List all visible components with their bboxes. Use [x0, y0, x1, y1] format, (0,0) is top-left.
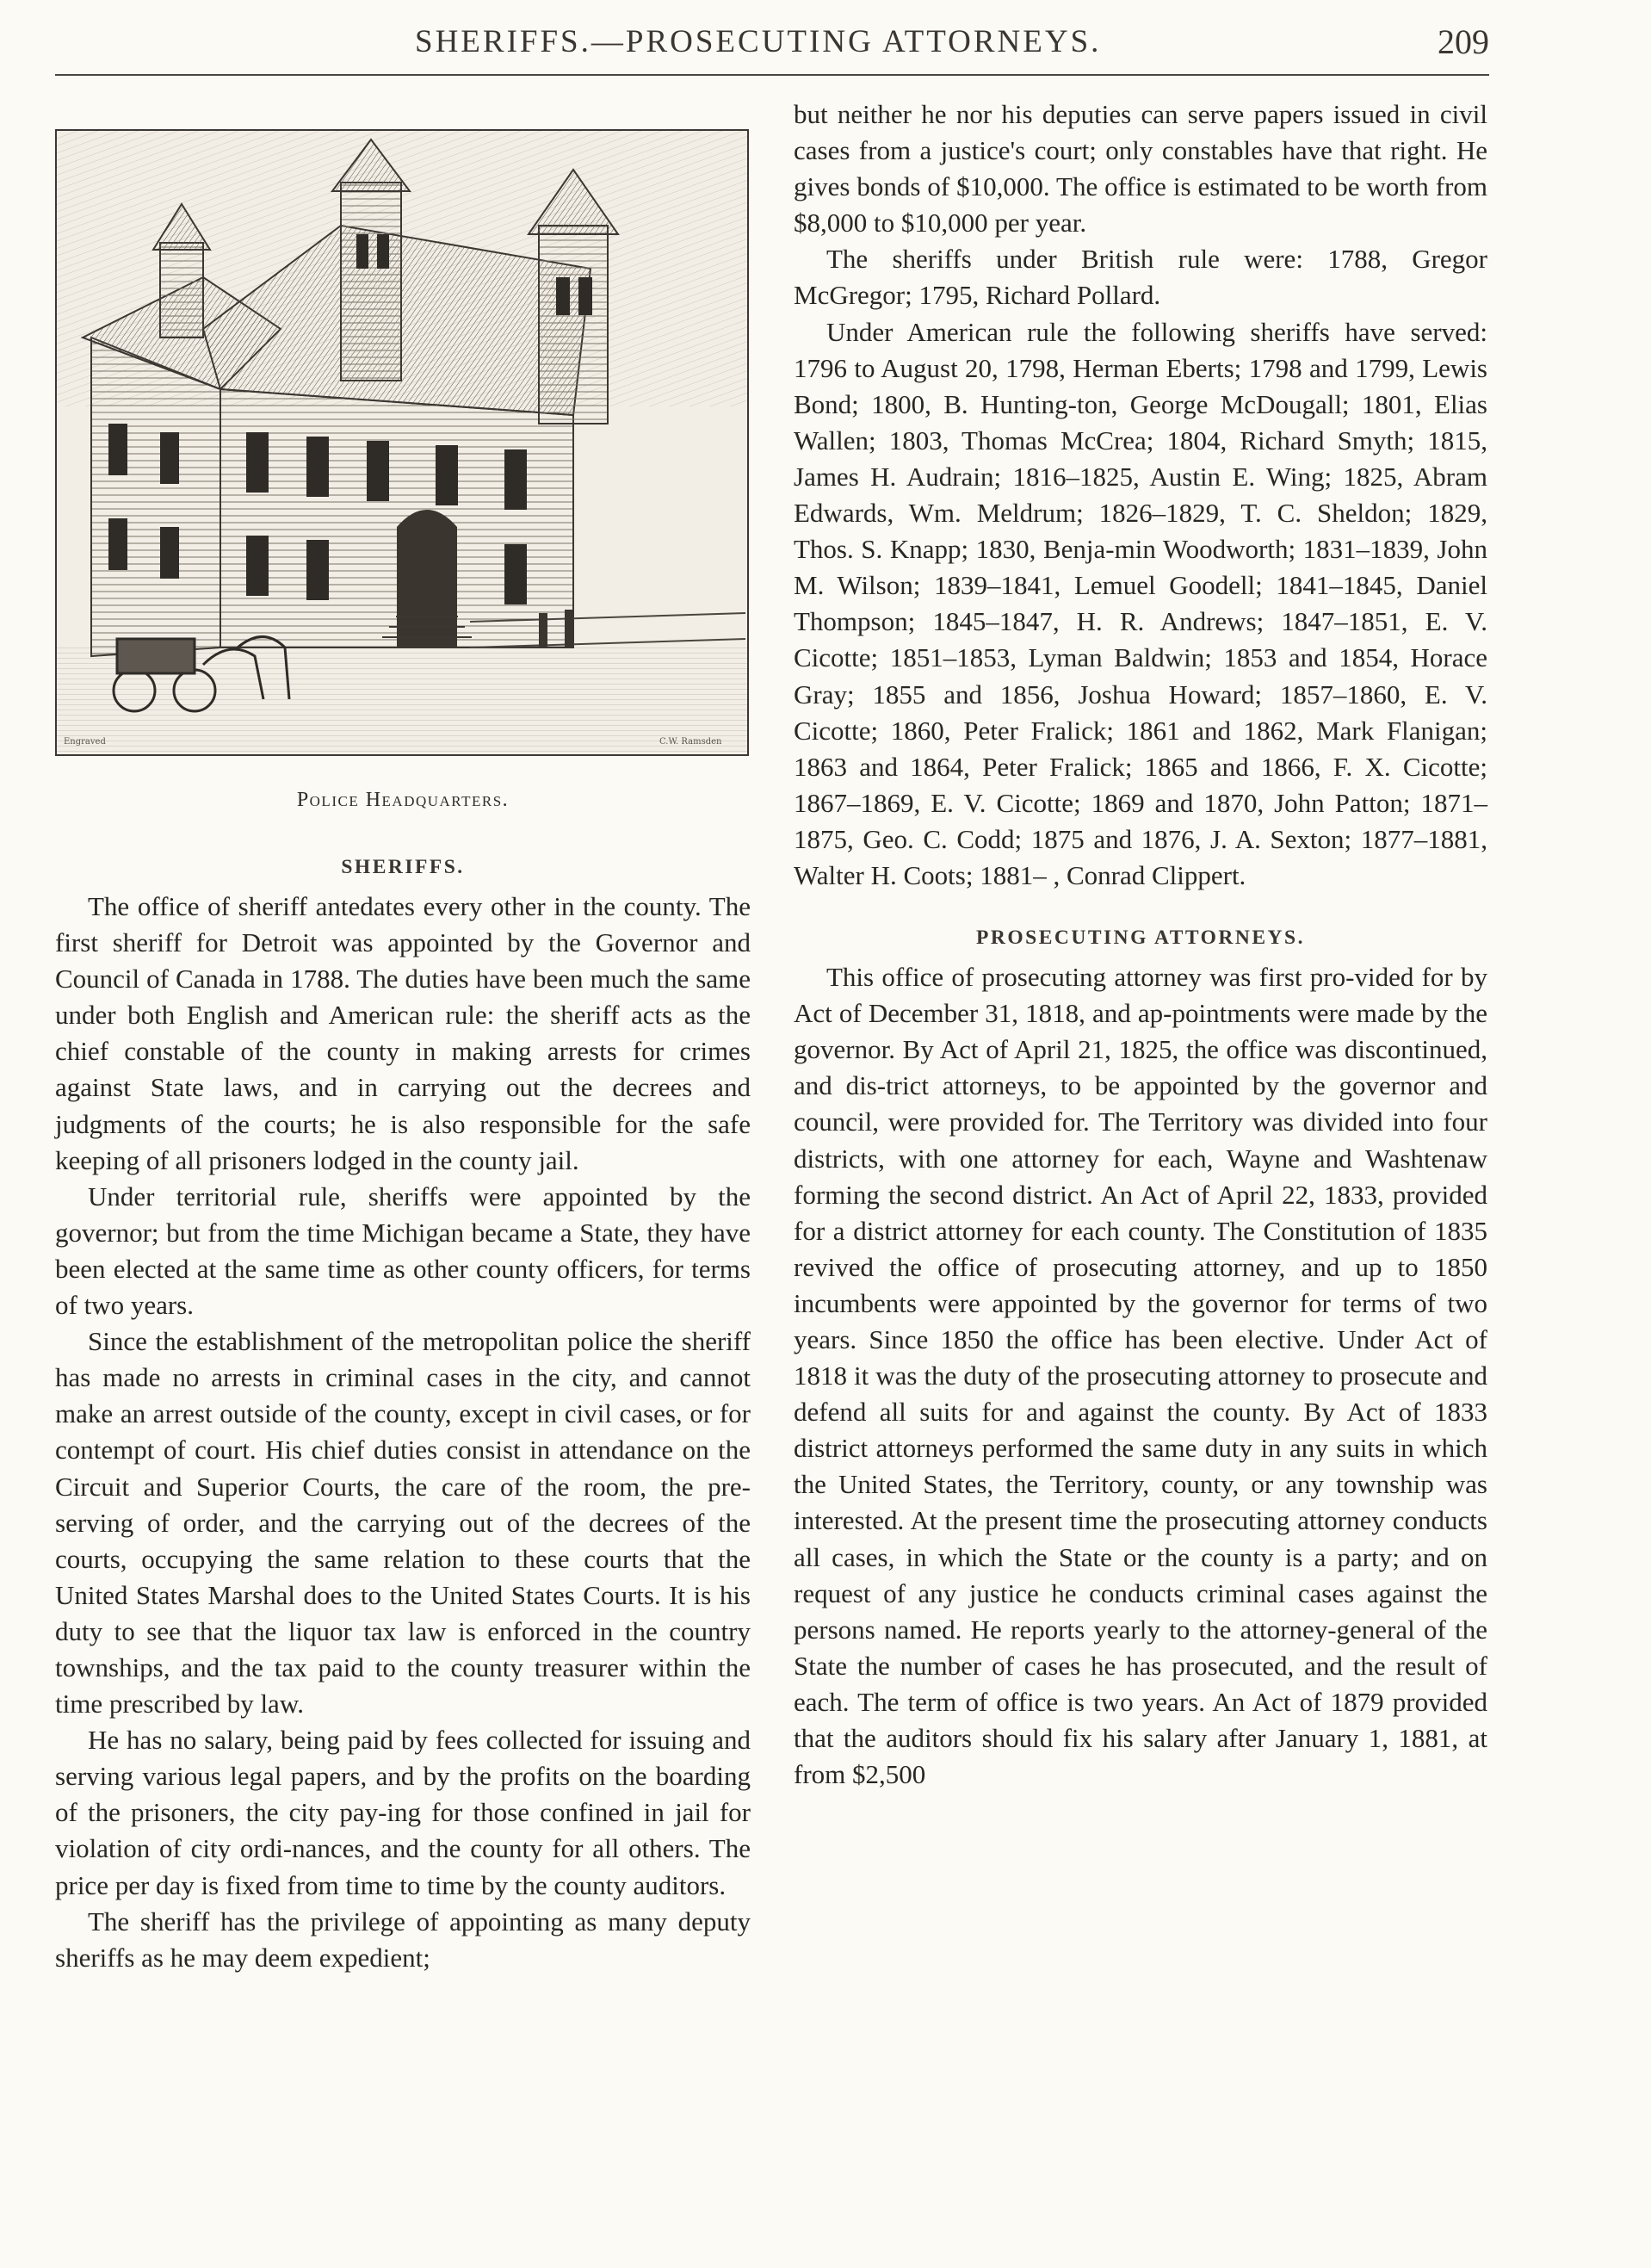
sheriffs-paragraph-1: The office of sheriff antedates every other in the county. The first sheriff for Detroit was appointed by the Governor and Council of Canada in 1788. The duties have been much the same under both English and American rule: the sheriff acts as the chief constable of the county in making arrests for crimes against State laws, and in carrying out the decrees and judgments of the courts; he is also responsible for the safe keeping of all prisoners lodged in the county jail.	[55, 891, 751, 1175]
page-number: 209	[1438, 22, 1489, 61]
sheriffs-heading: SHERIFFS.	[341, 856, 465, 878]
sheriffs-continued: but neither he nor his deputies can serve papers issued in civil cases from a justice's court; only constables have that right. He gives bonds of $10,000. The office is estimated to be worth from $8,000 to $10,000 per year.	[794, 99, 1487, 239]
left-column	[55, 96, 751, 1976]
running-title: SHERIFFS.—PROSECUTING ATTORNEYS.	[415, 24, 1102, 59]
prosecuting-attorneys-heading: PROSECUTING ATTORNEYS.	[976, 926, 1305, 950]
engraver-left-mark: Engraved	[64, 737, 106, 747]
sheriffs-paragraph-5: The sheriff has the privilege of appointing as many deputy sheriffs as he may deem expedient;	[55, 1905, 751, 1973]
sheriffs-paragraph-4: He has no salary, being paid by fees collected for issuing and serving various legal papers, and by the profits on the boarding of the prisoners, the city pay-ing for those confined in jail for violation of city ordi-nances, and the county for all others. The price per day is fixed from time to time by the county auditors.	[55, 1725, 751, 1900]
sheriffs-paragraph-2: Under territorial rule, sheriffs were appointed by the governor; but from the time Michigan became a State, they have been elected at the same time as other county officers, for terms of two years.	[55, 1180, 751, 1321]
engraver-right-mark: C.W. Ramsden	[659, 737, 722, 747]
prosecuting-attorneys-paragraph: This office of prosecuting attorney was first pro-vided for by Act of December 31, 1818, and ap-pointments were made by the governor. By Act of April 21, 1825, the office was discontinued, and dis-trict attorneys, to be appointed by the governor and council, were provided for. The Territory was divided into four districts, with one attorney for each, Wayne and Washtenaw forming the second district. An Act of April 22, 1833, provided for a district attorney for each county. The Constitution of 1835 revived the office of prosecuting attorney, and up to 1850 incumbents were appointed by the governor for terms of two years. Since 1850 the office has been elective. Under Act of 1818 it was the duty of the prosecuting attorney to prosecute and defend all suits for and against the county. By Act of 1833 district attorneys performed the same duty in any suits in which the United States, the Territory, county, or any township was interested. At the present time the prosecuting attorney conducts all cases, in which the State or the county is a party; and on request of any justice he conducts criminal cases against the persons named. He reports yearly to the attorney-general of the State the number of cases he has prosecuted, and the result of each. The term of office is two years. An Act of 1879 provided that the auditors should fix his salary after January 1, 1881, at from $2,500	[794, 962, 1487, 1790]
american-rule-sheriffs: Under American rule the following sheriffs have served: 1796 to August 20, 1798, Herman Eberts; 1798 and 1799, Lewis Bond; 1800, B. Hunting-ton, George McDougall; 1801, Elias Wallen; 1803, Thomas McCrea; 1804, Richard Smyth; 1815, James H. Audrain; 1816–1825, Austin E. Wing; 1825, Abram Edwards, Wm. Meldrum; 1826–1829, T. C. Sheldon; 1829, Thos. S. Knapp; 1830, Benja-min Woodworth; 1831–1839, John M. Wilson; 1839–1841, Lemuel Goodell; 1841–1845, Daniel Thompson; 1845–1847, H. R. Andrews; 1847–1851, E. V. Cicotte; 1851–1853, Lyman Baldwin; 1853 and 1854, Horace Gray; 1855 and 1856, Joshua Howard; 1857–1860, E. V. Cicotte; 1860, Peter Fralick; 1861 and 1862, Mark Flanigan; 1863 and 1864, Peter Fralick; 1865 and 1866, F. X. Cicotte; 1867–1869, E. V. Cicotte; 1869 and 1870, John Patton; 1871–1875, Geo. C. Codd; 1875 and 1876, J. A. Sexton; 1877–1881, Walter H. Coots; 1881– , Conrad Clippert.	[794, 316, 1487, 890]
running-header	[55, 22, 1489, 76]
right-column	[794, 96, 1487, 1793]
figure-caption: Police Headquarters.	[296, 789, 510, 811]
police-headquarters-figure	[55, 96, 751, 747]
sheriffs-paragraph-3: Since the establishment of the metropolitan police the sheriff has made no arrests in criminal cases in the city, and cannot make an arrest outside of the county, except in civil cases, or for contempt of court. His chief duties consist in attendance on the Circuit and Superior Courts, the care of the room, the pre-serving of order, and the carrying out of the decrees of the courts, occupying the same relation to these courts that the United States Marshal does to the United States Courts. It is his duty to see that the liquor tax law is enforced in the country townships, and the tax paid to the county treasurer within the time prescribed by law.	[55, 1326, 751, 1720]
engraving-illustration	[57, 131, 747, 754]
british-rule-sheriffs: The sheriffs under British rule were: 1788, Gregor McGregor; 1795, Richard Pollard.	[794, 244, 1487, 311]
police-headquarters-engraving	[55, 129, 749, 756]
